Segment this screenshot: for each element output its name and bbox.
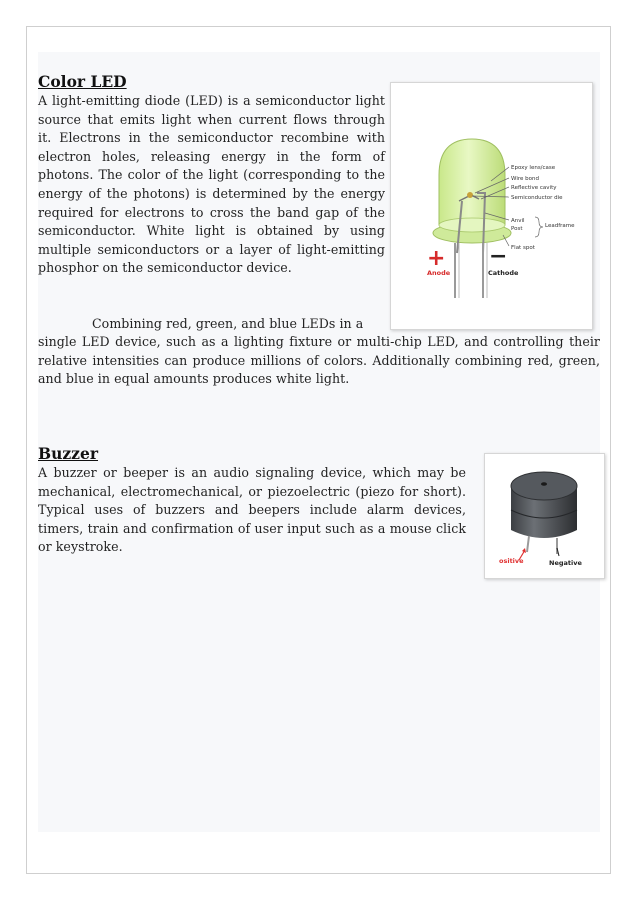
plus-sign: + — [427, 246, 446, 271]
buzzer-sound-hole — [541, 482, 547, 486]
led-dome — [439, 139, 505, 225]
label-negative: Negative — [549, 559, 582, 567]
label-flat-spot: Flat spot — [511, 245, 535, 251]
semiconductor-die — [467, 192, 473, 198]
color-led-paragraph-2: single LED device, such as a lighting fixture or multi-chip LED, and controlling their relative intensities can produce millions of colors. Additionally combining red, green, and blue in equal amounts produces white light. — [38, 334, 600, 387]
buzzer-top — [511, 472, 577, 500]
buzzer-diagram — [485, 454, 604, 578]
buzzer-paragraph: A buzzer or beeper is an audio signaling device, which may be mechanical, electromechanical, or piezoelectric (piezo for short). Typical uses of buzzers and beepers include alarm devices, timers, train and confirmation of user input such as a mouse click or keystroke. — [38, 465, 466, 555]
minus-sign: − — [489, 244, 508, 269]
color-led-paragraph-2-line-1: Combining red, green, and blue LEDs in a — [92, 316, 364, 331]
label-semiconductor-die: Semiconductor die — [511, 195, 563, 201]
label-positive: ositive — [499, 557, 524, 565]
color-led-paragraph-1: A light-emitting diode (LED) is a semiconductor light source that emits light when current flows through it. Electrons in the semiconductor recombine with electron holes, releasing energy in the form of photons. The color of the light (corresponding to the energy of the photons) is determined by the energy required for electrons to cross the band gap of the semiconductor. White light is obtained by using multiple semiconductors or a layer of light-emitting phosphor on the semiconductor device. — [38, 93, 385, 276]
label-cathode: Cathode — [488, 269, 519, 277]
color-led-heading: Color LED — [38, 72, 127, 91]
led-diagram — [391, 83, 592, 329]
label-wire-bond: Wire bond — [511, 176, 539, 182]
label-post: Post — [511, 226, 523, 232]
positive-lead — [527, 536, 529, 552]
label-anvil: Anvil — [511, 218, 525, 224]
label-anode: Anode — [427, 269, 451, 277]
led-figure — [390, 82, 593, 330]
label-reflective-cavity: Reflective cavity — [511, 185, 557, 191]
label-epoxy: Epoxy lens/case — [511, 165, 556, 171]
buzzer-figure — [484, 453, 605, 579]
label-leadframe: Leadframe — [545, 223, 575, 229]
buzzer-heading: Buzzer — [38, 444, 99, 463]
